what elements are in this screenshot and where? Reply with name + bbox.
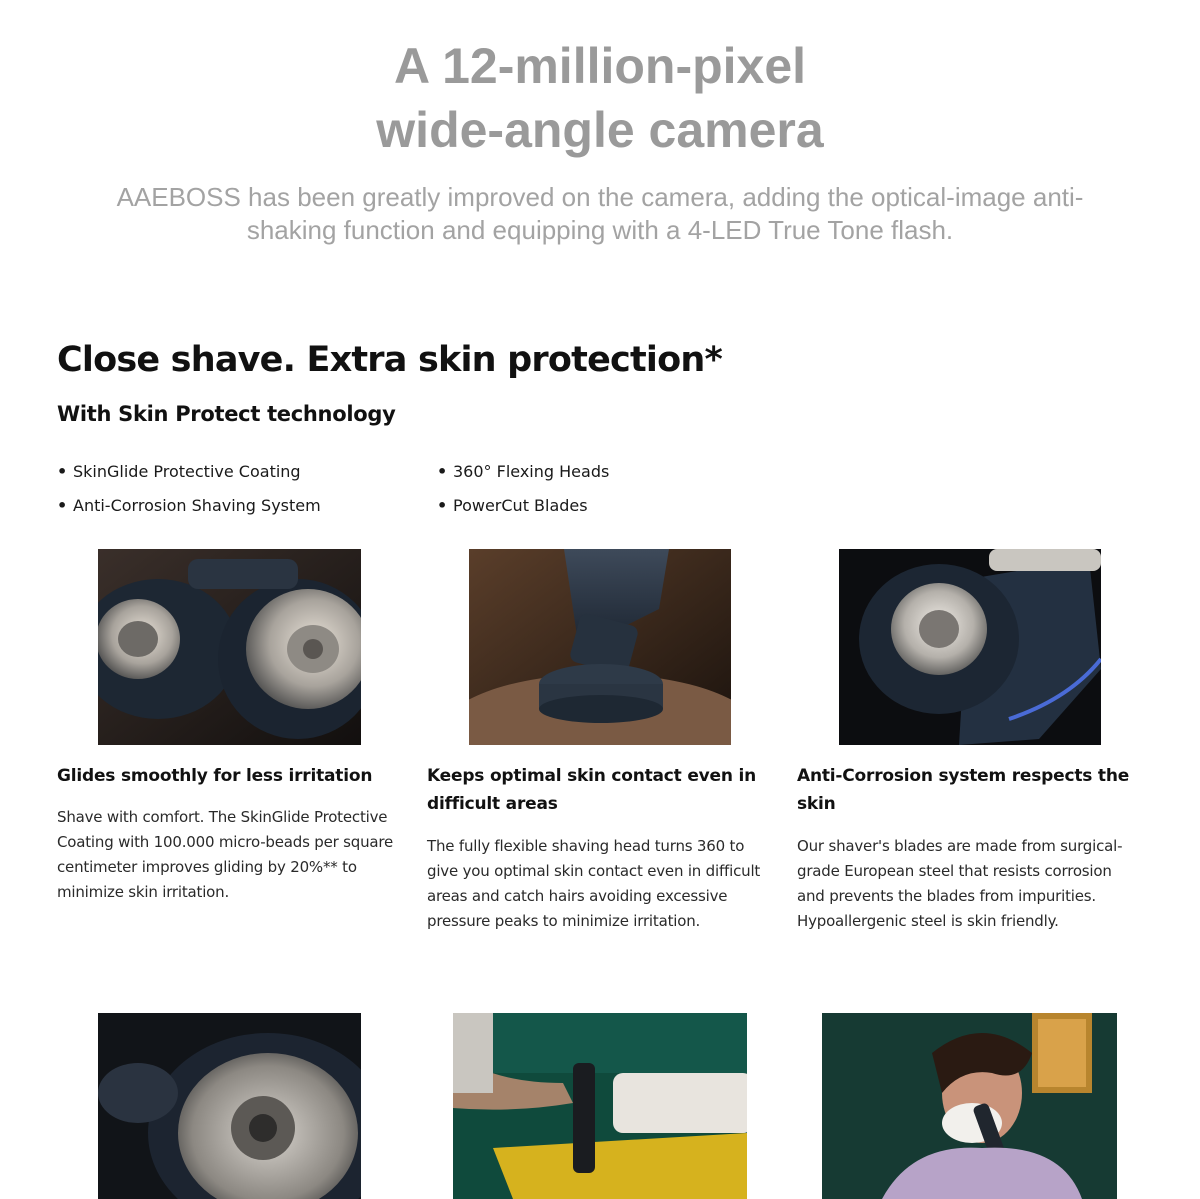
bullet-item (57, 458, 321, 492)
feature-image-shaver-heads (98, 549, 361, 745)
bottom-image-man-shaving (822, 1013, 1117, 1199)
bullet-item (437, 492, 609, 526)
bullet-label: SkinGlide Protective Coating (73, 462, 301, 481)
feature-image-anti-corrosion (839, 549, 1101, 745)
hero-subtitle: AAEBOSS has been greatly improved on the camera, adding the optical-image anti-shaking function and equipping with a 4-LED True Tone flash. (116, 182, 1084, 245)
hero-title-line-2: wide-angle camera (376, 102, 824, 158)
bullet-dot-icon: • (437, 496, 448, 515)
feature-title-glides: Glides smoothly for less irritation (57, 766, 373, 786)
hero-title-line-1: A 12-million-pixel (393, 38, 807, 94)
bullet-label: 360° Flexing Heads (453, 462, 610, 481)
bullet-dot-icon: • (57, 462, 68, 481)
bottom-image-blades (98, 1013, 361, 1199)
feature-title-contact: Keeps optimal skin contact even in difficult areas (427, 766, 757, 814)
feature-text-anti-corrosion: Our shaver's blades are made from surgical-grade European steel that resists corrosion and prevents the blades from impurities. Hypoallergenic steel is skin friendly. (797, 837, 1123, 930)
bullet-label: Anti-Corrosion Shaving System (73, 496, 321, 515)
feature-bullet-list-2 (437, 458, 609, 526)
section-subtitle: With Skin Protect technology (57, 402, 396, 426)
bottom-image-counter (453, 1013, 747, 1199)
bullet-dot-icon: • (57, 496, 68, 515)
feature-title-anti-corrosion: Anti-Corrosion system respects the skin (797, 766, 1130, 814)
feature-bullet-list-1 (57, 458, 321, 526)
bullet-dot-icon: • (437, 462, 448, 481)
feature-text-glides: Shave with comfort. The SkinGlide Protective Coating with 100.000 micro-beads per square centimeter improves gliding by 20%** to minimize skin irritation. (57, 808, 394, 901)
hero-title (0, 34, 1200, 162)
bullet-item (57, 492, 321, 526)
bullet-label: PowerCut Blades (453, 496, 588, 515)
bullet-item (437, 458, 609, 492)
section-title: Close shave. Extra skin protection* (57, 340, 722, 380)
feature-text-contact: The fully flexible shaving head turns 360 to give you optimal skin contact even in difficult areas and catch hairs avoiding excessive pressure peaks to minimize irritation. (427, 837, 761, 930)
feature-image-flexing-head (469, 549, 731, 745)
